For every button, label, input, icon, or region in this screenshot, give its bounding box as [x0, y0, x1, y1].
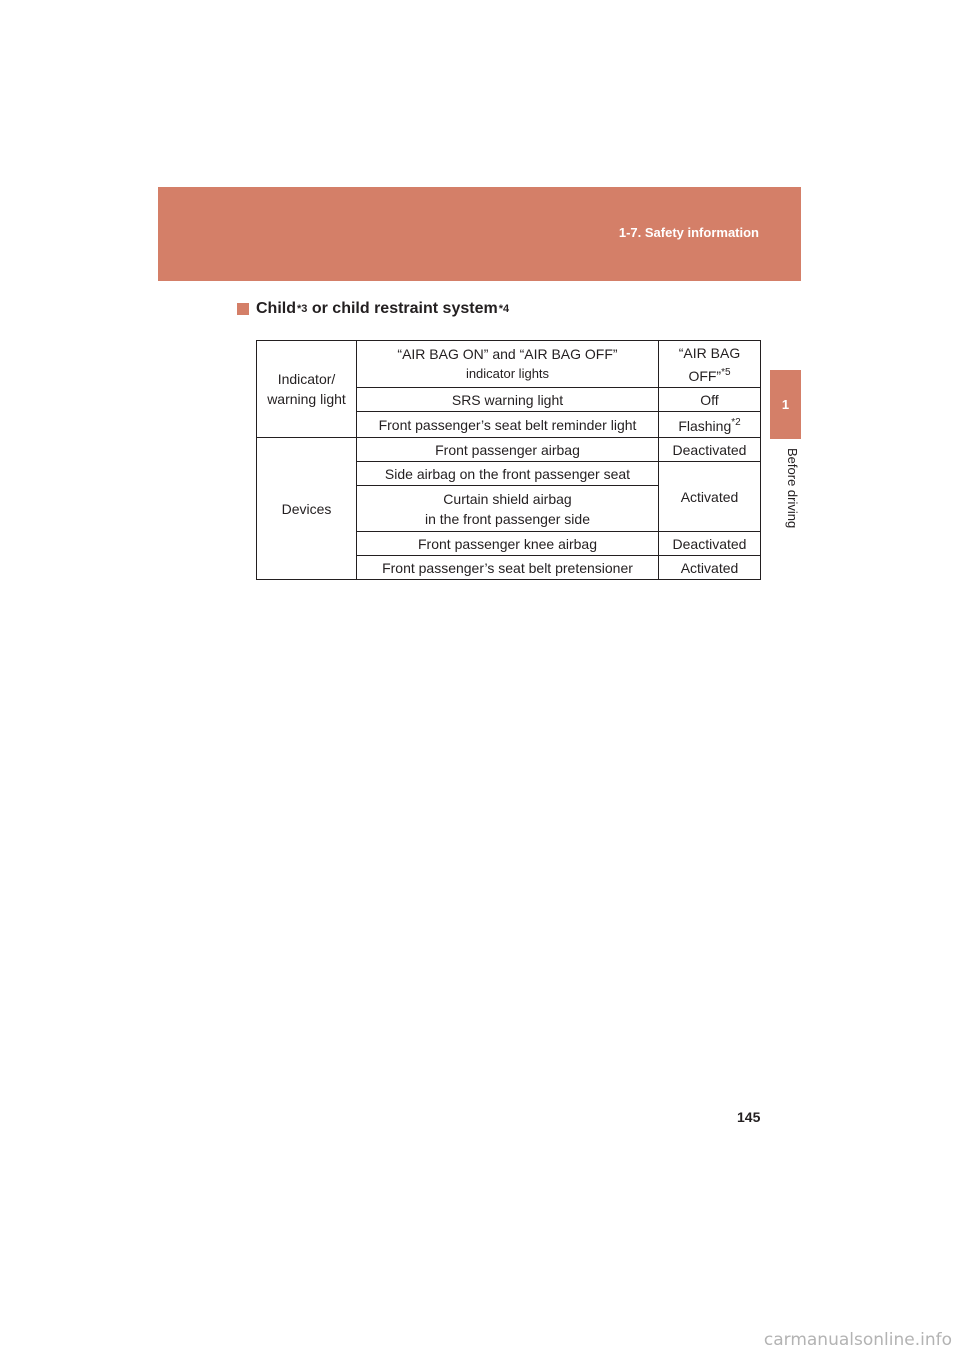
table-row	[257, 438, 761, 462]
page-number: 145	[737, 1109, 761, 1125]
table-cell-item	[357, 486, 659, 532]
group-label-devices: Devices	[257, 438, 357, 580]
table-row	[257, 341, 761, 388]
status-footnote: *2	[731, 417, 741, 428]
group-label-indicator: Indicator/ warning light	[257, 341, 357, 438]
table-cell-status: Deactivated	[659, 438, 761, 462]
item-line: indicator lights	[465, 366, 550, 381]
heading-text-2: or child restraint system	[307, 300, 498, 317]
airbag-status-table	[256, 340, 761, 580]
section-title: 1-7. Safety information	[618, 225, 759, 240]
status-footnote: *5	[721, 366, 731, 378]
status-text: Flashing	[678, 418, 732, 434]
heading-text-1: Child	[256, 300, 296, 317]
chapter-number: 1	[781, 397, 790, 412]
table-cell-status: Off	[659, 388, 761, 412]
watermark[interactable]: carmanualsonline.info	[763, 1330, 952, 1350]
table-cell-status: Deactivated	[659, 532, 761, 556]
table-cell-item: Front passenger’s seat belt pretensioner	[357, 556, 659, 580]
table-cell-status	[659, 412, 761, 438]
header-band	[158, 187, 801, 281]
square-bullet-icon	[237, 303, 249, 315]
table-cell-item: Front passenger airbag	[357, 438, 659, 462]
table-cell-item: SRS warning light	[357, 388, 659, 412]
table-cell-item: Side airbag on the front passenger seat	[357, 462, 659, 486]
table-cell-item	[357, 341, 659, 388]
chapter-label: Before driving	[785, 448, 800, 529]
section-heading	[237, 300, 509, 318]
table-cell-status: Activated	[659, 556, 761, 580]
heading-footnote-3: *3	[297, 303, 308, 315]
heading-footnote-4: *4	[498, 303, 510, 315]
item-line: “AIR BAG ON” and “AIR BAG OFF”	[397, 346, 618, 362]
table-cell-item: Front passenger knee airbag	[357, 532, 659, 556]
table-cell-status	[659, 341, 761, 388]
status-text: “AIR BAG OFF”	[678, 344, 741, 384]
chapter-tab[interactable]	[770, 370, 801, 439]
table-cell-item: Front passenger’s seat belt reminder light	[357, 412, 659, 438]
item-line: Curtain shield airbag	[443, 490, 572, 507]
table-cell-status: Activated	[659, 462, 761, 532]
item-line: in the front passenger side	[425, 510, 590, 527]
